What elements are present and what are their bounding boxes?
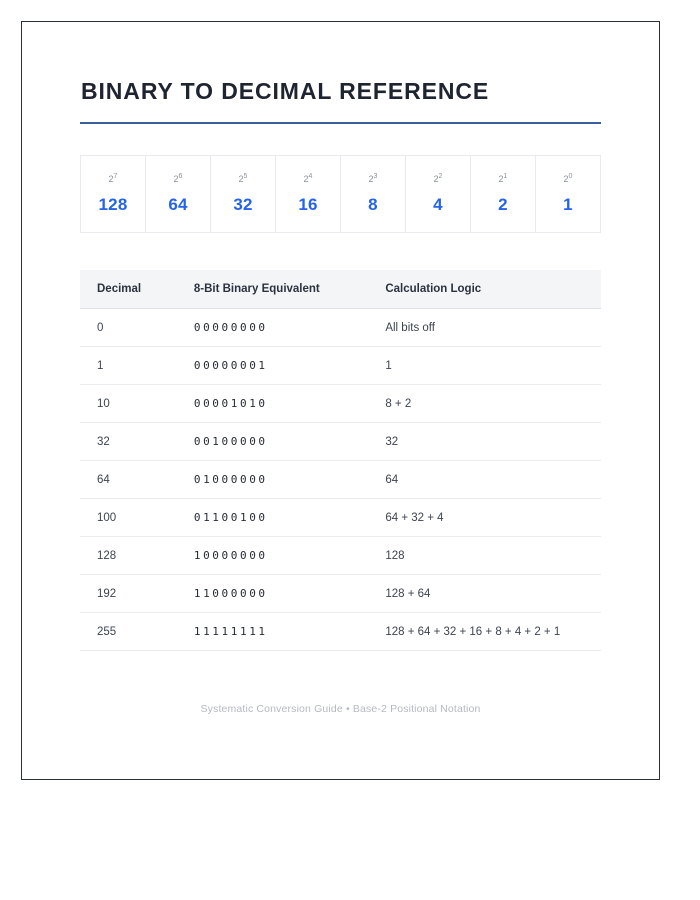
- exponent-base: 2: [173, 174, 179, 184]
- place-value-number: 4: [433, 195, 443, 214]
- place-value-cell: [276, 156, 341, 232]
- cell-decimal: 192: [80, 575, 194, 613]
- place-value-number: 2: [498, 195, 508, 214]
- cell-logic: 128 + 64 + 32 + 16 + 8 + 4 + 2 + 1: [385, 613, 601, 651]
- cell-logic: 128 + 64: [385, 575, 601, 613]
- cell-logic: 128: [385, 537, 601, 575]
- cell-decimal: 1: [80, 347, 194, 385]
- binary-reference-table: [80, 270, 601, 651]
- exponent-power: 4: [308, 173, 313, 180]
- cell-decimal: 0: [80, 309, 194, 347]
- cell-binary: 00001010: [194, 385, 385, 423]
- cell-binary: 00100000: [194, 423, 385, 461]
- cell-decimal: 100: [80, 499, 194, 537]
- page-footer: Systematic Conversion Guide • Base-2 Positional Notation: [200, 703, 481, 715]
- exponent-power: 7: [113, 173, 118, 180]
- table-row: [80, 385, 601, 423]
- exponent-base: 2: [303, 174, 309, 184]
- cell-binary: 10000000: [194, 537, 385, 575]
- place-value-exponent: [369, 175, 378, 184]
- column-header-binary: 8-Bit Binary Equivalent: [194, 270, 385, 309]
- place-value-number: 1: [563, 195, 573, 214]
- place-value-number: 64: [168, 195, 188, 214]
- place-value-exponent: [564, 175, 573, 184]
- place-value-exponent: [499, 175, 508, 184]
- cell-decimal: 255: [80, 613, 194, 651]
- exponent-base: 2: [563, 174, 569, 184]
- place-value-exponent: [174, 175, 183, 184]
- table-row: [80, 461, 601, 499]
- table-row: [80, 575, 601, 613]
- exponent-power: 0: [568, 173, 573, 180]
- place-value-number: 16: [298, 195, 318, 214]
- cell-decimal: 128: [80, 537, 194, 575]
- table-header-row: [80, 270, 601, 309]
- place-value-cell: [146, 156, 211, 232]
- table-header: [80, 270, 601, 309]
- place-value-exponent: [109, 175, 118, 184]
- exponent-power: 5: [243, 173, 248, 180]
- column-header-logic: Calculation Logic: [385, 270, 601, 309]
- table-row: [80, 423, 601, 461]
- place-value-cell: [81, 156, 146, 232]
- exponent-base: 2: [368, 174, 374, 184]
- cell-binary: 11111111: [194, 613, 385, 651]
- cell-logic: All bits off: [385, 309, 601, 347]
- exponent-base: 2: [498, 174, 504, 184]
- cell-decimal: 10: [80, 385, 194, 423]
- exponent-power: 6: [178, 173, 183, 180]
- place-value-cell: [536, 156, 600, 232]
- place-value-number: 128: [98, 195, 128, 214]
- cell-decimal: 64: [80, 461, 194, 499]
- cell-binary: 11000000: [194, 575, 385, 613]
- place-value-cell: [341, 156, 406, 232]
- exponent-base: 2: [108, 174, 114, 184]
- cell-logic: 1: [385, 347, 601, 385]
- column-header-decimal: Decimal: [80, 270, 194, 309]
- table-row: [80, 309, 601, 347]
- place-value-exponent: [434, 175, 443, 184]
- document-page-frame: [21, 21, 660, 780]
- cell-binary: 00000001: [194, 347, 385, 385]
- table-row: [80, 347, 601, 385]
- cell-logic: 32: [385, 423, 601, 461]
- table-row: [80, 537, 601, 575]
- cell-logic: 64: [385, 461, 601, 499]
- exponent-power: 3: [373, 173, 378, 180]
- cell-binary: 00000000: [194, 309, 385, 347]
- place-value-cell: [471, 156, 536, 232]
- table-row: [80, 499, 601, 537]
- exponent-base: 2: [238, 174, 244, 184]
- place-value-exponent: [239, 175, 248, 184]
- place-value-exponent: [304, 175, 313, 184]
- table-body: [80, 309, 601, 651]
- cell-logic: 64 + 32 + 4: [385, 499, 601, 537]
- cell-logic: 8 + 2: [385, 385, 601, 423]
- exponent-power: 2: [438, 173, 443, 180]
- cell-binary: 01100100: [194, 499, 385, 537]
- place-value-grid: [80, 155, 601, 233]
- place-value-number: 8: [368, 195, 378, 214]
- exponent-power: 1: [503, 173, 508, 180]
- document-content: [80, 78, 603, 715]
- place-value-cell: [406, 156, 471, 232]
- cell-binary: 01000000: [194, 461, 385, 499]
- cell-decimal: 32: [80, 423, 194, 461]
- place-value-number: 32: [233, 195, 253, 214]
- page-title: BINARY TO DECIMAL REFERENCE: [81, 78, 490, 104]
- table-row: [80, 613, 601, 651]
- place-value-cell: [211, 156, 276, 232]
- title-underline-rule: [80, 122, 601, 124]
- exponent-base: 2: [433, 174, 439, 184]
